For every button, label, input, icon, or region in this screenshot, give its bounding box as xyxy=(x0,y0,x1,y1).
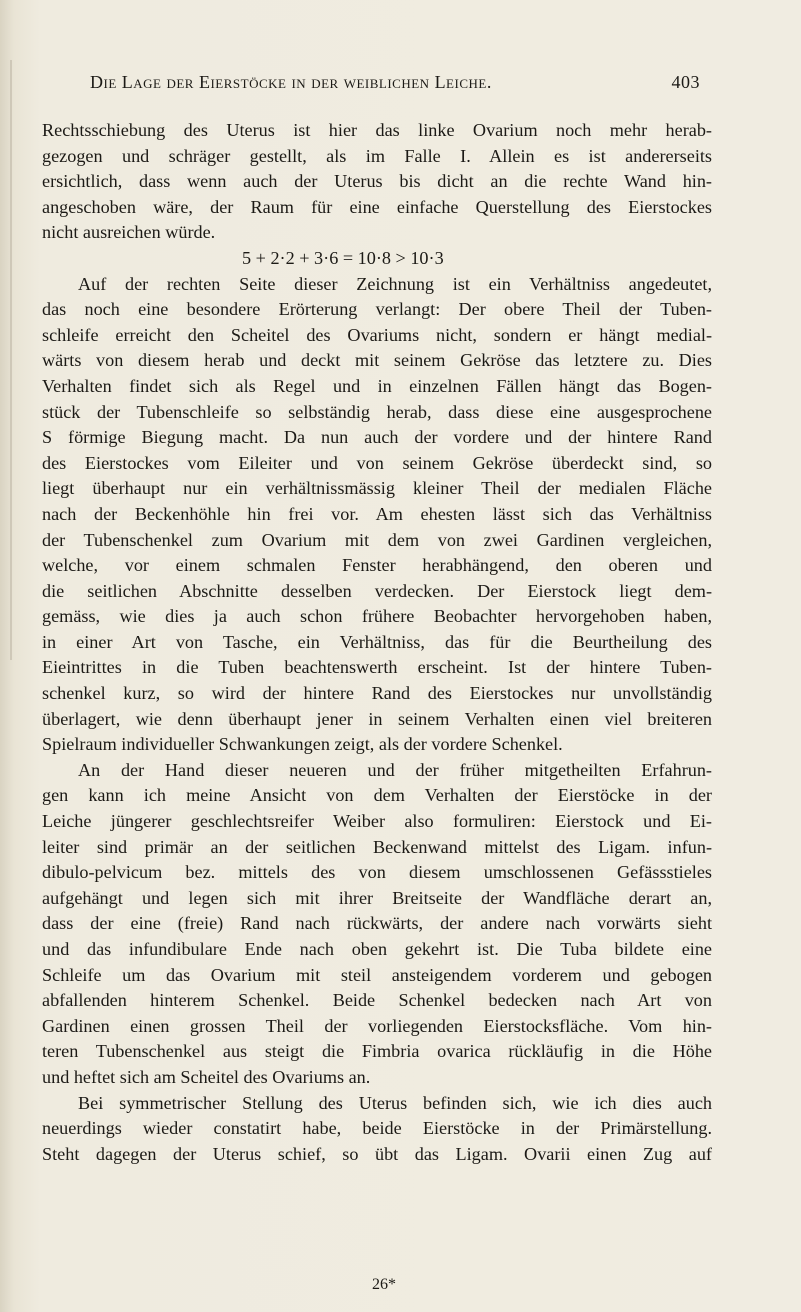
text-line: liegt überhaupt nur ein verhältnissmässig kleiner Theil der medialen Fläche xyxy=(42,478,712,499)
text-line: abfallenden hinterem Schenkel. Beide Schenkel bedecken nach Art von xyxy=(42,990,712,1011)
text-line: überlagert, wie denn überhaupt jener in seinem Verhalten einen viel breiteren xyxy=(42,708,712,729)
text-line: das noch eine besondere Erörterung verlangt: Der obere Theil der Tuben- xyxy=(42,299,712,320)
text-line: Steht dagegen der Uterus schief, so übt das Ligam. Ovarii einen Zug auf xyxy=(42,1143,712,1164)
text-line: Auf der rechten Seite dieser Zeichnung ist ein Verhältniss angedeutet, xyxy=(78,273,712,294)
text-line: des Eierstockes vom Eileiter und von seinem Gekröse überdeckt sind, so xyxy=(42,452,712,473)
text-line: ersichtlich, dass wenn auch der Uterus bis dicht an die rechte Wand hin- xyxy=(42,171,712,192)
formula-line: 5 + 2·2 + 3·6 = 10·8 > 10·3 xyxy=(242,247,444,268)
text-line: Leiche jüngerer geschlechtsreifer Weiber also formuliren: Eierstock und Ei- xyxy=(42,811,712,832)
text-line: und das infundibulare Ende nach oben gekehrt ist. Die Tuba bildete eine xyxy=(42,939,712,959)
text-line: wärts von diesem herab und deckt mit seinem Gekröse das letztere zu. Dies xyxy=(42,350,712,371)
text-line: gemäss, wie dies ja auch schon frühere Beobachter hervorgehoben haben, xyxy=(42,606,712,627)
text-line: gezogen und schräger gestellt, als im Falle I. Allein es ist andererseits xyxy=(42,145,712,166)
text-line: welche, vor einem schmalen Fenster herabhängend, den oberen und xyxy=(42,555,712,576)
text-line: der Tubenschenkel zum Ovarium mit dem von zwei Gardinen vergleichen, xyxy=(42,529,712,550)
text-line: teren Tubenschenkel aus steigt die Fimbria ovarica rückläufig in die Höhe xyxy=(42,1041,712,1062)
text-line: Gardinen einen grossen Theil der vorliegenden Eierstocksfläche. Vom hin- xyxy=(42,1015,712,1036)
text-line: in einer Art von Tasche, ein Verhältniss, das für die Beurtheilung des xyxy=(42,631,712,652)
text-line: angeschoben wäre, der Raum für eine einfache Querstellung des Eierstockes xyxy=(42,196,712,217)
text-line: aufgehängt und legen sich mit ihrer Breitseite der Wandfläche derart an, xyxy=(42,887,712,908)
text-line: nicht ausreichen würde. xyxy=(42,222,216,243)
text-line: Spielraum individueller Schwankungen zeigt, als der vordere Schenkel. xyxy=(42,734,563,755)
text-line: S förmige Biegung macht. Da nun auch der vordere und der hintere Rand xyxy=(42,427,712,448)
text-line: Bei symmetrischer Stellung des Uterus befinden sich, wie ich dies auch xyxy=(78,1092,712,1113)
binding-shadow xyxy=(10,60,12,660)
text-line: Eieintrittes in die Tuben beachtenswerth erscheint. Ist der hintere Tuben- xyxy=(42,657,712,678)
signature-mark: 26* xyxy=(372,1276,396,1293)
running-title: Die Lage der Eierstöcke in der weiblichen Leiche. xyxy=(90,72,492,92)
body-text xyxy=(42,118,712,1167)
text-line: und heftet sich am Scheitel des Ovariums an. xyxy=(42,1066,371,1087)
text-line: gen kann ich meine Ansicht von dem Verhalten der Eierstöcke in der xyxy=(42,785,712,806)
text-line: An der Hand dieser neueren und der früher mitgetheilten Erfahrun- xyxy=(78,759,712,780)
text-line: neuerdings wieder constatirt habe, beide Eierstöcke in der Primärstellung. xyxy=(42,1118,712,1139)
text-line: dass der eine (freie) Rand nach rückwärts, der andere nach vorwärts sieht xyxy=(42,913,712,934)
text-line: schleife erreicht den Scheitel des Ovariums nicht, sondern er hängt medial- xyxy=(42,324,712,345)
text-line: leiter sind primär an der seitlichen Beckenwand mittelst des Ligam. infun- xyxy=(42,836,712,857)
text-line: schenkel kurz, so wird der hintere Rand des Eierstockes nur unvollständig xyxy=(42,683,712,704)
page-header xyxy=(90,72,700,100)
text-line: nach der Beckenhöhle hin frei vor. Am ehesten lässt sich das Verhältniss xyxy=(42,503,712,524)
text-line: stück der Tubenschleife so selbständig herab, dass diese eine ausgesprochene xyxy=(42,401,712,422)
page-number: 403 xyxy=(671,72,700,92)
text-line: Rechtsschiebung des Uterus ist hier das linke Ovarium noch mehr herab- xyxy=(42,120,712,140)
text-line: Verhalten findet sich als Regel und in einzelnen Fällen hängt das Bogen- xyxy=(42,375,712,396)
text-line: dibulo-pelvicum bez. mittels des von diesem umschlossenen Gefässstieles xyxy=(42,862,712,883)
text-line: Schleife um das Ovarium mit steil ansteigendem vorderem und gebogen xyxy=(42,964,712,985)
text-line: die seitlichen Abschnitte desselben verdecken. Der Eierstock liegt dem- xyxy=(42,580,712,601)
